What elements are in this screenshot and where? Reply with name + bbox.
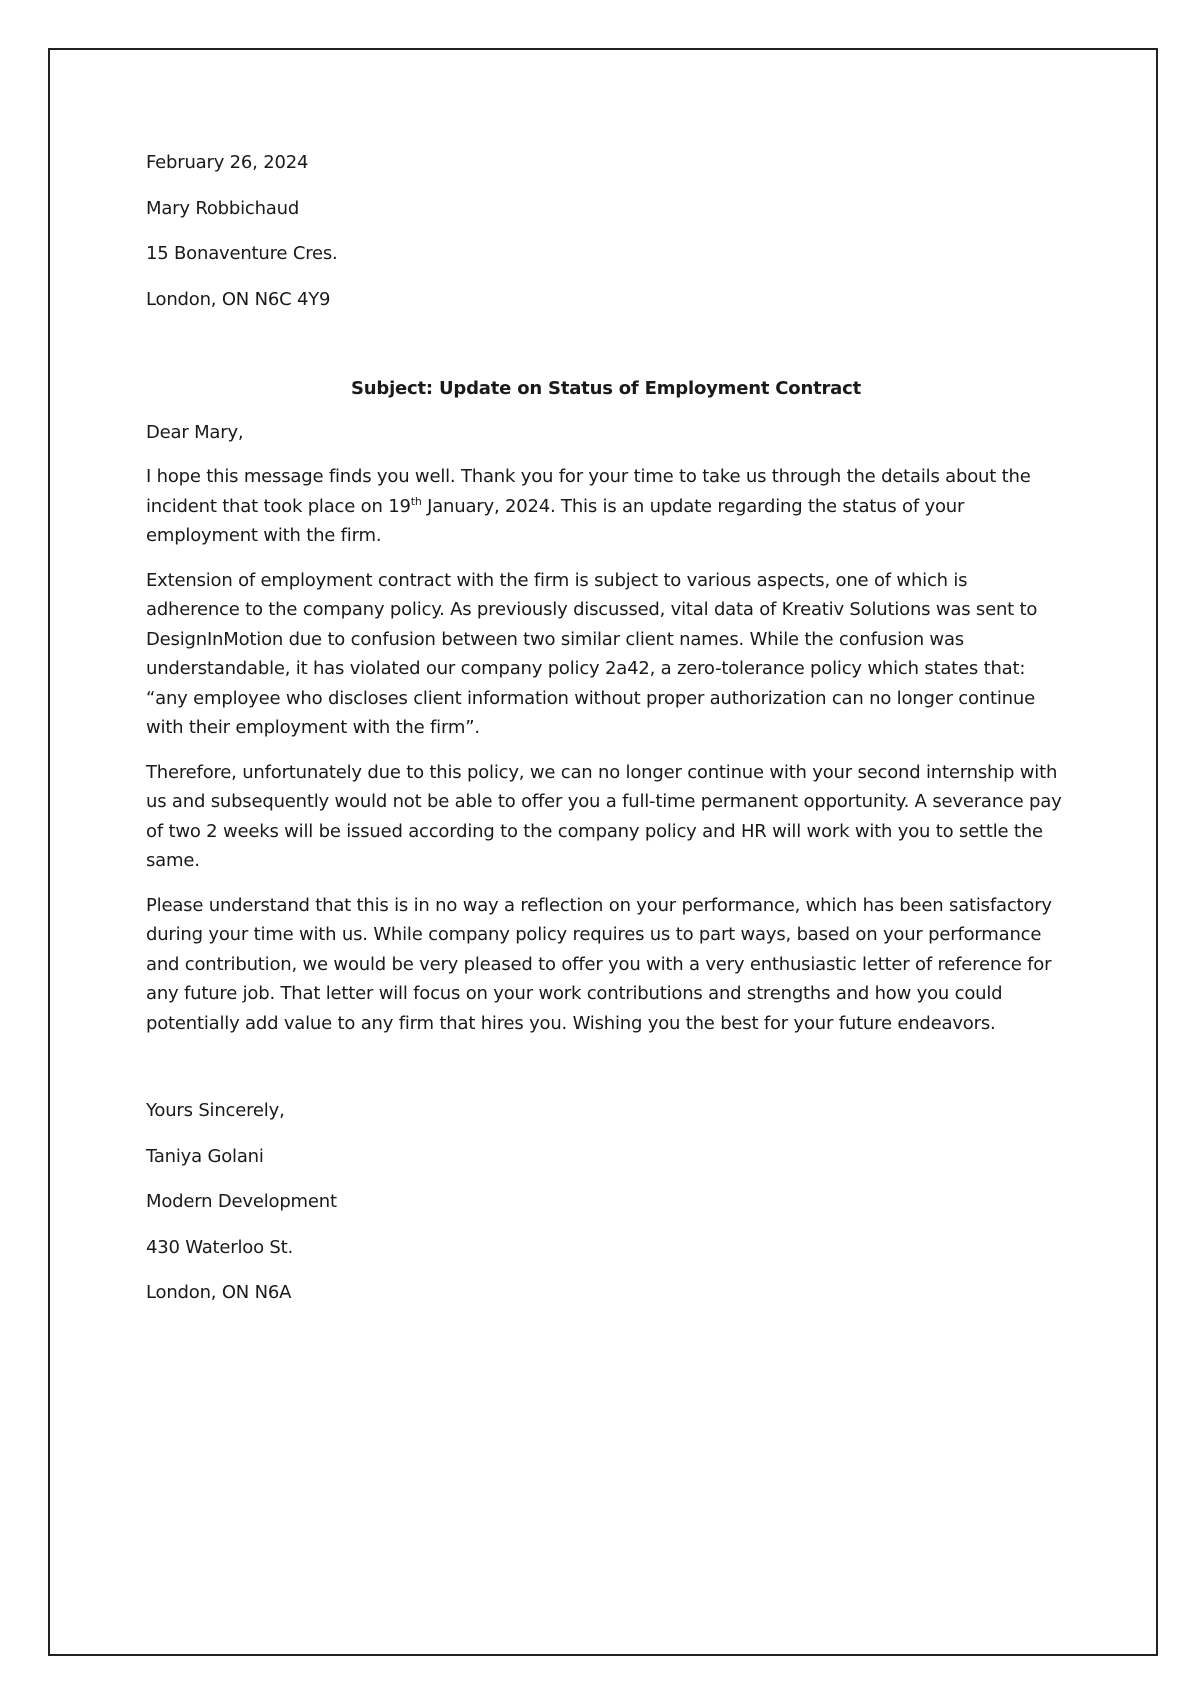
paragraph-1 [146, 462, 1066, 551]
paragraph-1-part-2: January, 2024. This is an update regarding the status of your employment with the firm. [146, 495, 965, 546]
sender-company: Modern Development [146, 1191, 337, 1212]
recipient-street: 15 Bonaventure Cres. [146, 243, 338, 264]
letter-date: February 26, 2024 [146, 152, 309, 173]
sender-name: Taniya Golani [146, 1145, 264, 1167]
paragraph-2: Extension of employment contract with the firm is subject to various aspects, one of which is adherence to the company policy. As previously discussed, vital data of Kreativ Solutions was sent to DesignInMotion due to confusion between two similar client names. While the confusion was understandable, it has violated our company policy 2a42, a zero-tolerance policy which states that: “any employee who discloses client information without proper authorization can no longer continue with their employment with the firm”. [146, 569, 1038, 738]
signature-block [146, 1096, 1066, 1308]
recipient-city: London, ON N6C 4Y9 [146, 288, 331, 310]
salutation: Dear Mary, [146, 421, 244, 443]
closing-phrase: Yours Sincerely, [146, 1100, 285, 1121]
letter-body [146, 148, 1066, 1324]
recipient-name: Mary Robbichaud [146, 197, 300, 219]
paragraph-1-part-1: I hope this message finds you well. Thank you for your time to take us through the details about the incident that took place on 19 [146, 466, 1031, 517]
recipient-block [146, 148, 1066, 314]
sender-city: London, ON N6A [146, 1282, 292, 1303]
paragraph-3: Therefore, unfortunately due to this policy, we can no longer continue with your second internship with us and subsequently would not be able to offer you a full-time permanent opportunity. A severance pay of two 2 weeks will be issued according to the company policy and HR will work with you to settle the same. [146, 761, 1062, 871]
ordinal-suffix: th [410, 494, 422, 508]
paragraph-4: Please understand that this is in no way a reflection on your performance, which has been satisfactory during your time with us. While company policy requires us to part ways, based on your performance and contribution, we would be very pleased to offer you with a very enthusiastic letter of reference for any future job. That letter will focus on your work contributions and strengths and how you could potentially add value to any firm that hires you. Wishing you the best for your future endeavors. [146, 894, 1052, 1034]
letter-subject: Subject: Update on Status of Employment Contract [351, 378, 861, 399]
sender-street: 430 Waterloo St. [146, 1236, 294, 1258]
